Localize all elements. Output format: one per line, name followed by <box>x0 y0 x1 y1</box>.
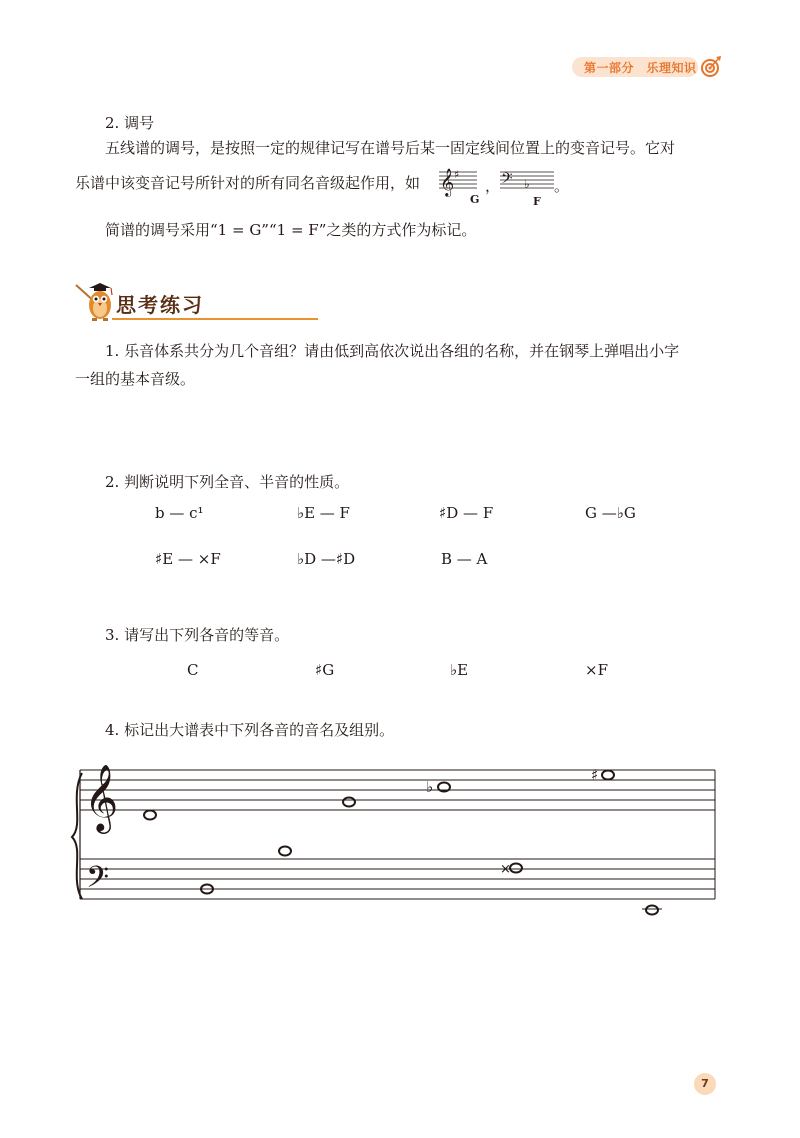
bass-clef-icon: 𝄢 <box>86 861 110 902</box>
grand-staff <box>70 755 730 930</box>
enharmonic-item: ×F <box>585 661 608 679</box>
example-label-f: F <box>533 195 541 208</box>
title-underline <box>112 318 318 320</box>
period: 。 <box>554 177 570 195</box>
interval-item: B — A <box>441 550 488 568</box>
paragraph-line: 五线谱的调号，是按照一定的规律记写在谱号后某一固定线间位置上的变音记号。它对 <box>105 139 676 157</box>
svg-text:×: × <box>500 862 511 877</box>
example-label-g: G <box>470 193 480 206</box>
exercise-title: 思考练习 <box>116 293 204 317</box>
svg-text:♯: ♯ <box>591 766 599 784</box>
svg-text:♯: ♯ <box>454 168 460 181</box>
enharmonic-item: C <box>187 661 199 679</box>
owl-mascot-icon <box>74 275 116 323</box>
question-3: 3. 请写出下列各音的等音。 <box>105 626 290 644</box>
question-4: 4. 标记出大谱表中下列各音的音名及组别。 <box>105 721 395 739</box>
paragraph-line: 乐谱中该变音记号所针对的所有同名音级起作用，如 <box>75 174 421 192</box>
page-number: 7 <box>694 1073 716 1095</box>
enharmonic-item: ♯G <box>315 661 335 679</box>
interval-item: ♯E — ×F <box>155 550 221 568</box>
interval-item: b — c¹ <box>155 504 204 522</box>
question-1-line-1: 1. 乐音体系共分为几个音组？请由低到高依次说出各组的名称，并在钢琴上弹唱出小字 <box>105 342 680 360</box>
section-heading: 2. 调号 <box>105 114 155 132</box>
svg-text:𝄞: 𝄞 <box>440 168 455 196</box>
paragraph-line: 简谱的调号采用“1 = G”“1 = F”之类的方式作为标记。 <box>105 221 477 239</box>
interval-item: ♭E — F <box>297 504 350 522</box>
running-header <box>572 55 722 79</box>
question-1-line-2: 一组的基本音级。 <box>75 370 196 388</box>
enharmonic-item: ♭E <box>450 661 469 679</box>
svg-text:♭: ♭ <box>524 177 530 191</box>
interval-item: G —♭G <box>585 504 636 522</box>
interval-item: ♭D —♯D <box>297 550 356 568</box>
svg-text:𝄢: 𝄢 <box>501 170 513 191</box>
svg-text:♭: ♭ <box>426 778 434 796</box>
treble-clef-icon: 𝄞 <box>84 763 119 831</box>
question-2: 2. 判断说明下列全音、半音的性质。 <box>105 473 350 491</box>
bass-key-f-icon <box>498 160 556 208</box>
target-icon <box>700 55 722 79</box>
header-label: 第一部分 乐理知识 <box>584 61 697 75</box>
interval-item: ♯D — F <box>439 504 494 522</box>
comma: ， <box>485 177 501 195</box>
